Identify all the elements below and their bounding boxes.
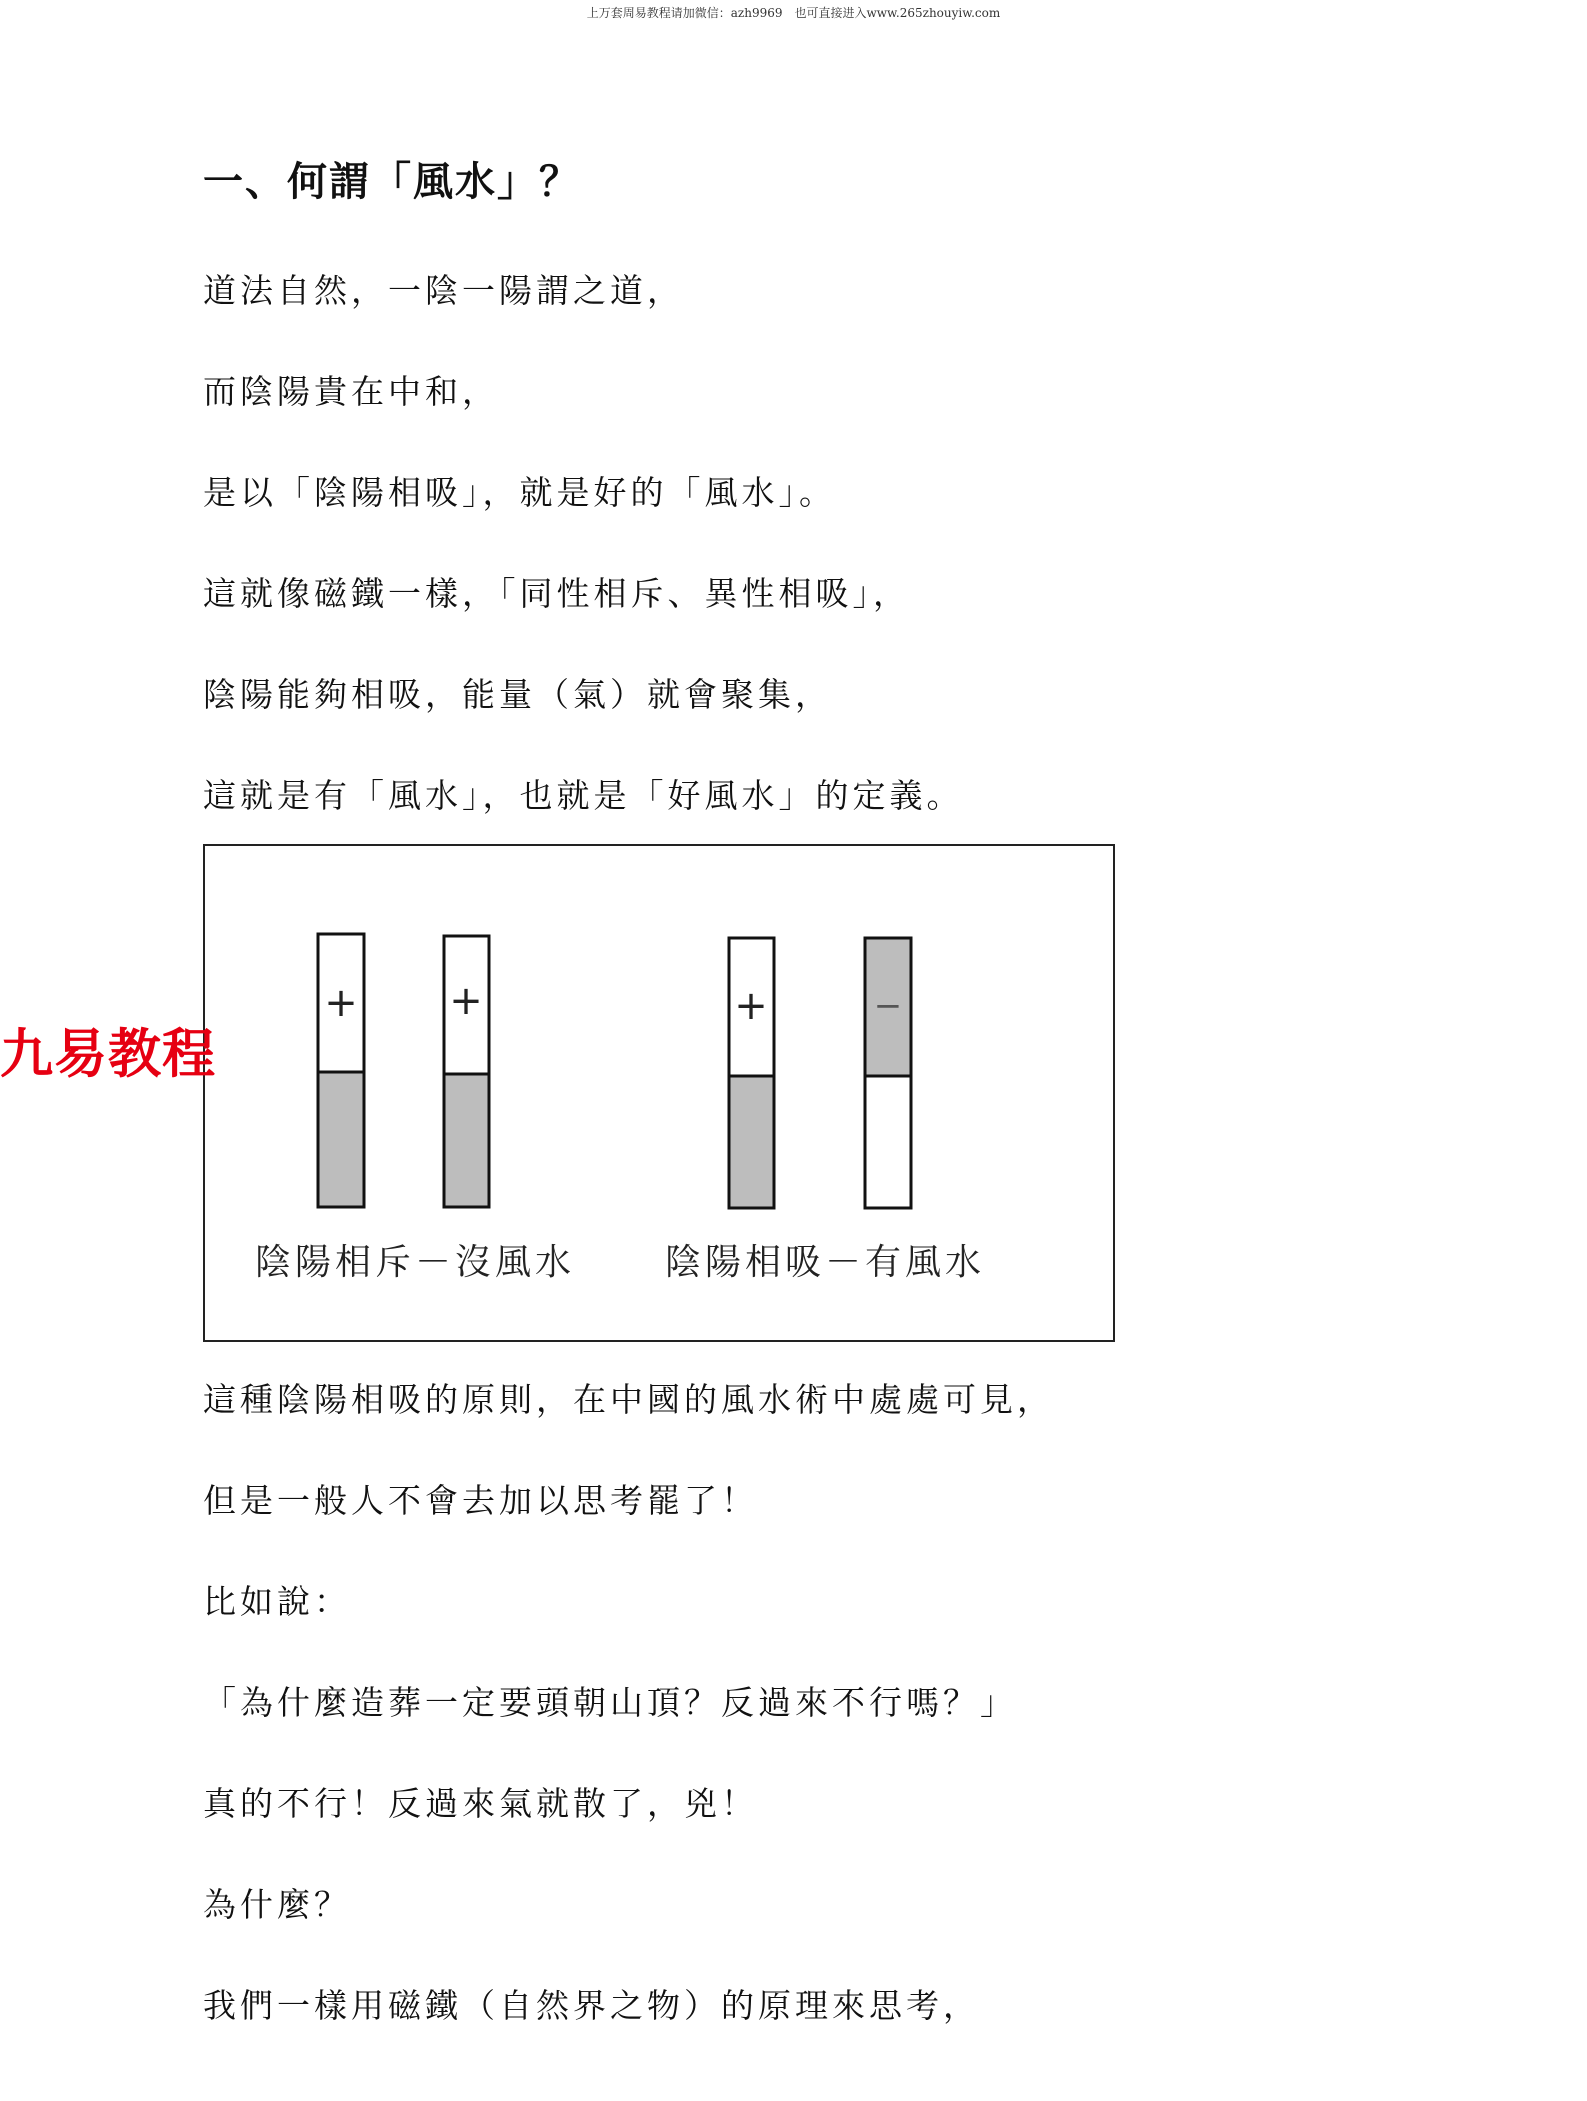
paragraph-line: 這就像磁鐵一樣，「同性相斥、異性相吸」， <box>203 574 910 613</box>
paragraph-line: 我們一樣用磁鐵（自然界之物）的原理來思考， <box>203 1986 980 2025</box>
paragraph-line: 為什麼？ <box>203 1885 351 1924</box>
magnet-2-bottom <box>444 1074 489 1207</box>
magnet-1-bottom <box>318 1072 364 1207</box>
paragraph-line: 道法自然，一陰一陽謂之道， <box>203 271 684 310</box>
magnet-4 <box>865 938 911 1208</box>
paragraph-line: 這種陰陽相吸的原則，在中國的風水術中處處可見， <box>203 1380 1054 1419</box>
paragraph-line: 是以「陰陽相吸」，就是好的「風水」。 <box>203 473 836 512</box>
magnet-3-bottom <box>729 1076 774 1208</box>
header-note: 上万套周易教程请加微信：azh9969 也可直接进入www.265zhouyiw.com <box>586 6 1001 20</box>
magnet-2 <box>444 936 489 1207</box>
magnet-3-symbol: + <box>734 983 768 1029</box>
magnet-4-symbol: − <box>873 986 903 1026</box>
paragraph-line: 而陰陽貴在中和， <box>203 372 499 411</box>
paragraph-line: 這就是有「風水」，也就是「好風水」的定義。 <box>203 776 964 815</box>
magnet-1-symbol: + <box>324 980 358 1026</box>
magnet-2-symbol: + <box>449 978 483 1024</box>
magnet-diagram <box>203 844 1115 1342</box>
watermark-logo: 九易教程 <box>0 1024 216 1085</box>
paragraph-line: 「為什麼造葬一定要頭朝山頂？反過來不行嗎？」 <box>203 1683 1017 1722</box>
paragraph-line: 比如說： <box>203 1582 351 1621</box>
paragraph-line: 但是一般人不會去加以思考罷了！ <box>203 1481 758 1520</box>
paragraph-line: 陰陽能夠相吸，能量（氣）就會聚集， <box>203 675 832 714</box>
caption-repel: 陰陽相斥－沒風水 <box>255 1242 576 1283</box>
section-title: 一、何謂「風水」？ <box>203 158 581 205</box>
caption-attract: 陰陽相吸－有風水 <box>665 1242 986 1283</box>
magnet-4-bottom <box>865 1076 911 1208</box>
magnet-3 <box>729 938 774 1208</box>
paragraph-line: 真的不行！反過來氣就散了，兇！ <box>203 1784 758 1823</box>
magnet-1 <box>318 934 364 1207</box>
